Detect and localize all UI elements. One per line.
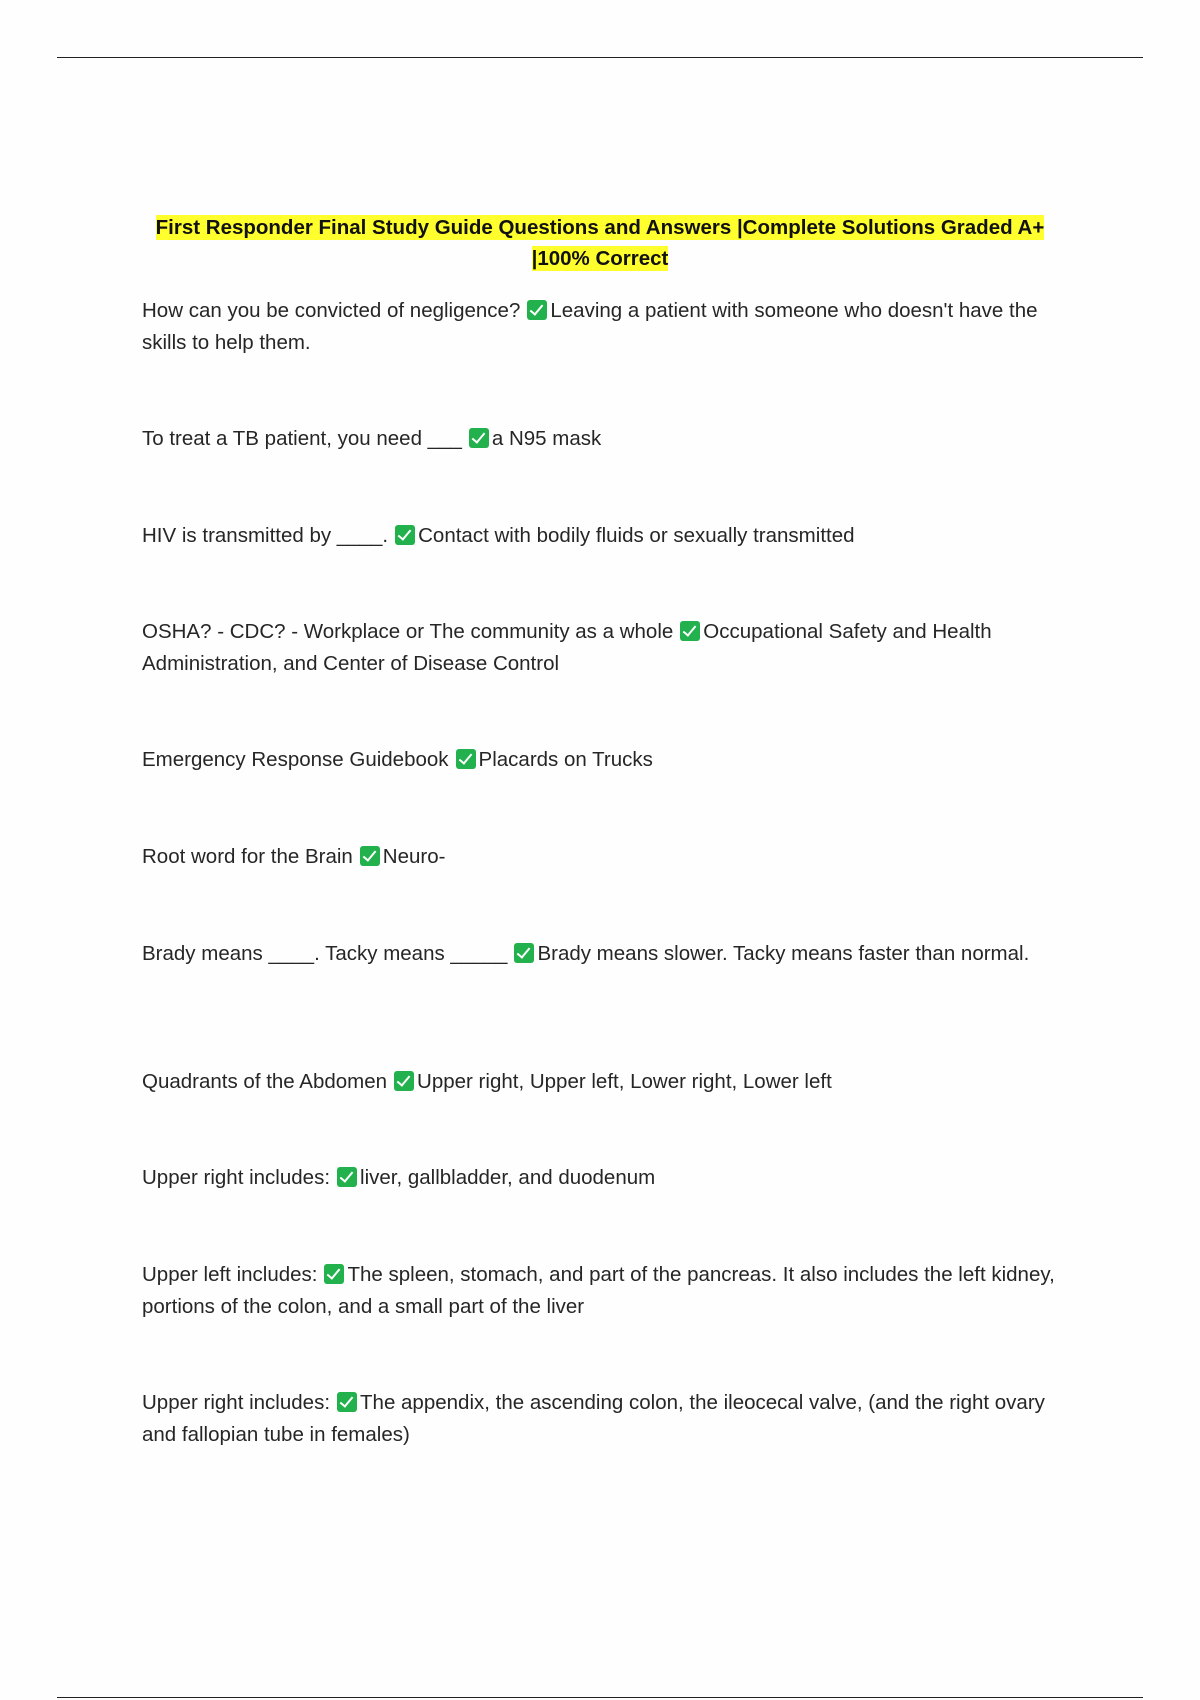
question-text: HIV is transmitted by ____.	[142, 524, 389, 547]
title-line-1: First Responder Final Study Guide Questions and Answers |Complete Solutions Graded A+	[155, 216, 1045, 239]
question-text: How can you be convicted of negligence?	[142, 299, 521, 322]
qa-item	[142, 1387, 1060, 1450]
green-checkmark-icon	[527, 300, 547, 320]
green-checkmark-icon	[469, 428, 489, 448]
qa-item	[142, 1259, 1060, 1322]
green-checkmark-icon	[337, 1167, 357, 1187]
green-checkmark-icon	[456, 749, 476, 769]
green-checkmark-icon	[324, 1264, 344, 1284]
answer-text: Placards on Trucks	[478, 748, 653, 771]
answer-text: Neuro-	[382, 845, 446, 868]
qa-item	[142, 520, 1060, 552]
question-text: To treat a TB patient, you need ___	[142, 427, 462, 450]
answer-text: Occupational Safety and Health Administration, and Center of Disease Control	[142, 620, 992, 675]
answer-text: Contact with bodily fluids or sexually transmitted	[418, 524, 855, 547]
title-line-2: |100% Correct	[531, 247, 669, 270]
answer-text: Leaving a patient with someone who doesn't have the skills to help them.	[142, 299, 1038, 354]
answer-text: The appendix, the ascending colon, the ileocecal valve, (and the right ovary and fallopian tube in females)	[142, 1391, 1045, 1446]
green-checkmark-icon	[395, 525, 415, 545]
qa-item	[142, 423, 1060, 455]
answer-text: Upper right, Upper left, Lower right, Lower left	[417, 1070, 832, 1093]
qa-item	[142, 616, 1060, 679]
qa-item	[142, 295, 1060, 358]
question-text: Brady means ____. Tacky means _____	[142, 942, 508, 965]
qa-item	[142, 1162, 1060, 1194]
qa-item	[142, 1066, 1060, 1098]
qa-item	[142, 744, 1060, 776]
question-text: Upper right includes:	[142, 1166, 331, 1189]
green-checkmark-icon	[394, 1071, 414, 1091]
answer-text: liver, gallbladder, and duodenum	[360, 1166, 656, 1189]
question-text: OSHA? - CDC? - Workplace or The community as a whole	[142, 620, 674, 643]
qa-item	[142, 938, 1060, 970]
question-text: Quadrants of the Abdomen	[142, 1070, 388, 1093]
answer-text: The spleen, stomach, and part of the pancreas. It also includes the left kidney, portions of the colon, and a small part of the liver	[142, 1263, 1055, 1318]
green-checkmark-icon	[680, 621, 700, 641]
question-text: Upper right includes:	[142, 1391, 331, 1414]
green-checkmark-icon	[360, 846, 380, 866]
question-text: Emergency Response Guidebook	[142, 748, 449, 771]
green-checkmark-icon	[337, 1392, 357, 1412]
question-text: Root word for the Brain	[142, 845, 353, 868]
answer-text: Brady means slower. Tacky means faster than normal.	[537, 942, 1030, 965]
footer-rule	[57, 1697, 1143, 1698]
qa-item	[142, 841, 1060, 873]
document-title	[120, 212, 1080, 274]
question-text: Upper left includes:	[142, 1263, 318, 1286]
green-checkmark-icon	[514, 943, 534, 963]
header-rule	[57, 57, 1143, 58]
answer-text: a N95 mask	[491, 427, 602, 450]
